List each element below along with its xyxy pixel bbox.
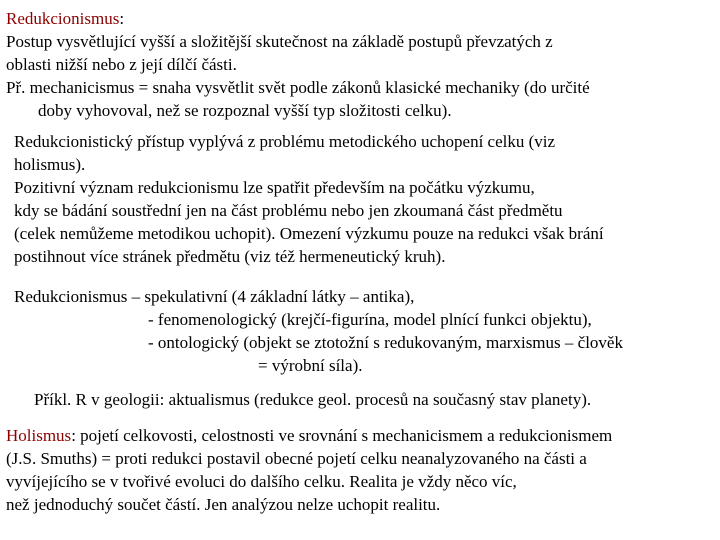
term-colon: : — [119, 9, 125, 28]
holism-line-1-rest: : pojetí celkovosti, celostnosti ve srovnání s mechanicismem a redukcionismem — [71, 426, 613, 445]
types-line-4: = výrobní síla). — [258, 356, 363, 375]
types-line-3: - ontologický (objekt se ztotožní s redukovaným, marxismus – člověk — [148, 333, 623, 352]
example-line-1: Př. mechanicismus = snaha vysvětlit svět podle zákonů klasické mechaniky (do určité — [6, 78, 590, 97]
approach-line-4: kdy se bádání soustřední jen na část problému nebo jen zkoumaná část předmětu — [14, 201, 563, 220]
types-line-2: - fenomenologický (krejčí-figurína, model plnící funkci objektu), — [148, 310, 592, 329]
geology-example-line: Příkl. R v geologii: aktualismus (redukce geol. procesů na současný stav planety). — [34, 390, 592, 409]
types-line-1: Redukcionismus – spekulativní (4 základní látky – antika), — [14, 287, 415, 306]
definition-line-2: oblasti nižší nebo z její dílčí části. — [6, 55, 237, 74]
approach-line-3: Pozitivní význam redukcionismu lze spatřit především na počátku výzkumu, — [14, 178, 535, 197]
holism-line-3: vyvíjejícího se v tvořivé evoluci do dalšího celku. Realita je vždy něco víc, — [6, 472, 517, 491]
approach-line-5: (celek nemůžeme metodikou uchopit). Omezení výzkumu pouze na redukci však brání — [14, 224, 604, 243]
holism-line-2: (J.S. Smuths) = proti redukci postavil obecné pojetí celku neanalyzovaného na části a — [6, 449, 587, 468]
term-holismus: Holismus — [6, 426, 72, 445]
holism-line-1 — [6, 424, 612, 447]
holism-line-4: než jednoduchý součet částí. Jen analýzou nelze uchopit realitu. — [6, 495, 441, 514]
definition-line-1: Postup vysvětlující vyšší a složitější skutečnost na základě postupů převzatých z — [6, 32, 553, 51]
term-redukcionismus: Redukcionismus — [6, 9, 120, 28]
approach-line-2: holismus). — [14, 155, 86, 174]
section1-heading-line — [6, 7, 124, 30]
example-line-2: doby vyhovoval, než se rozpoznal vyšší typ složitosti celku). — [38, 101, 452, 120]
approach-line-6: postihnout více stránek předmětu (viz též hermeneutický kruh). — [14, 247, 446, 266]
approach-line-1: Redukcionistický přístup vyplývá z problému metodického uchopení celku (viz — [14, 132, 556, 151]
